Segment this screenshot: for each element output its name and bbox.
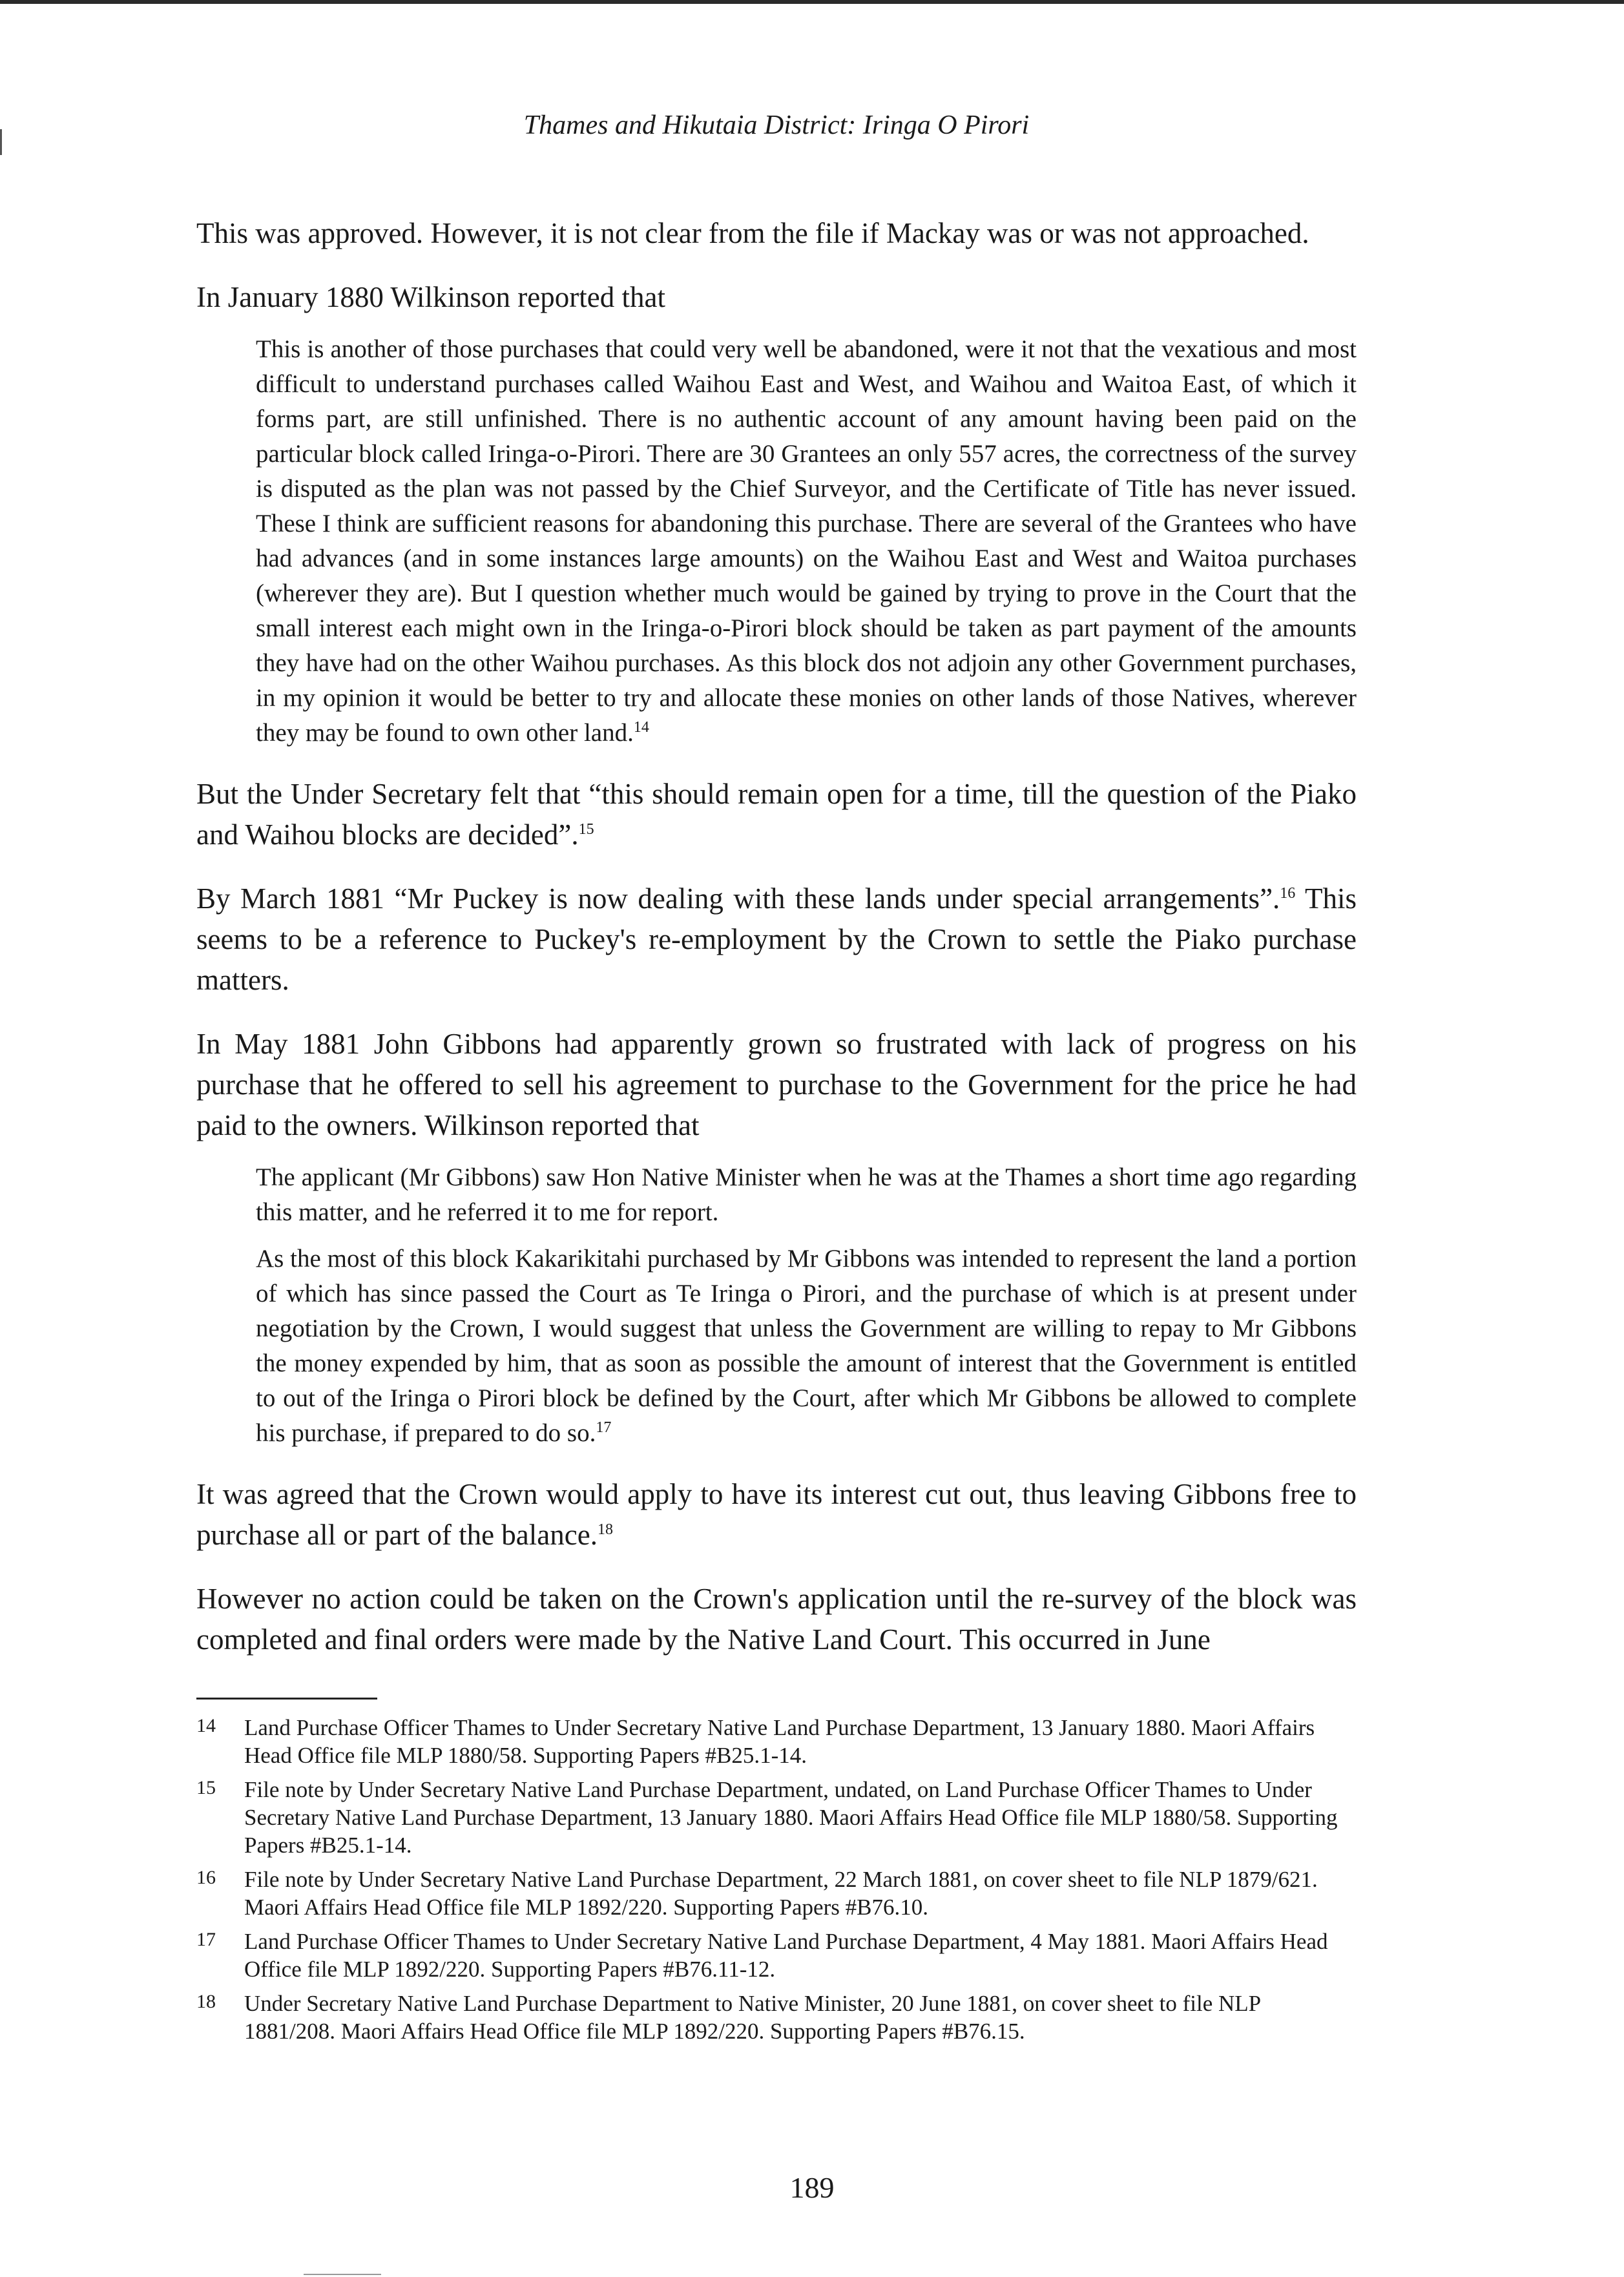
running-head: Thames and Hikutaia District: Iringa O Pirori <box>523 110 1030 140</box>
footnote-number: 14 <box>196 1715 216 1736</box>
footnote-item <box>196 1990 1357 2045</box>
footnote-item <box>196 1776 1357 1859</box>
block-quote-2 <box>256 1160 1357 1451</box>
paragraph-4-text-a: By March 1881 “Mr Puckey is now dealing with these lands under special arrangements”. <box>196 882 1280 915</box>
quote-2-paragraph-a: The applicant (Mr Gibbons) saw Hon Native Minister when he was at the Thames a short time ago regarding this matter, and he referred it to me for report. <box>256 1163 1357 1226</box>
paragraph-3 <box>196 774 1357 855</box>
quote-2-text-b: As the most of this block Kakarikitahi purchased by Mr Gibbons was intended to represent the land a portion of which has since passed the Court as Te Iringa o Pirori, and the purchase of which is at present under negotiation by the Crown, I would suggest that unless the Government are willing to repay to Mr Gibbons the money expended by him, that as soon as possible the amount of interest that the Government is entitled to out of the Iringa o Pirori block be defined by the Court, after which Mr Gibbons be allowed to complete his purchase, if prepared to do so. <box>256 1245 1357 1447</box>
paragraph-6 <box>196 1474 1357 1555</box>
top-border-rule <box>0 0 1624 4</box>
paragraph-3-text: But the Under Secretary felt that “this should remain open for a time, till the question of the Piako and Waihou blocks are decided”. <box>196 778 1357 851</box>
footnote-ref-18[interactable]: 18 <box>597 1521 613 1538</box>
footnote-number: 16 <box>196 1867 216 1888</box>
paragraph-6-text: It was agreed that the Crown would apply to have its interest cut out, thus leaving Gibbons free to purchase all or part of the balance. <box>196 1478 1357 1551</box>
footnote-text: File note by Under Secretary Native Land Purchase Department, undated, on Land Purchase Officer Thames to Under Secretary Native Land Purchase Department, 13 January 1880. Maori Affairs Head Office file MLP 1880/58. Supporting Papers #B25.1-14. <box>244 1777 1338 1858</box>
footnote-ref-15[interactable]: 15 <box>578 821 594 838</box>
footnote-text: Land Purchase Officer Thames to Under Secretary Native Land Purchase Department, 4 May 1881. Maori Affairs Head Office file MLP 1892/220. Supporting Papers #B76.11-12. <box>244 1929 1328 1982</box>
footnote-ref-16[interactable]: 16 <box>1280 885 1296 902</box>
scan-bottom-mark <box>304 2274 381 2275</box>
footnote-text: Land Purchase Officer Thames to Under Secretary Native Land Purchase Department, 13 January 1880. Maori Affairs Head Office file MLP 1880/58. Supporting Papers #B25.1-14. <box>244 1715 1315 1768</box>
document-page <box>196 110 1357 2052</box>
paragraph-7: However no action could be taken on the Crown's application until the re-survey of the block was completed and final orders were made by the Native Land Court. This occurred in June <box>196 1583 1357 1656</box>
paragraph-2: In January 1880 Wilkinson reported that <box>196 281 665 313</box>
footnote-number: 17 <box>196 1929 216 1950</box>
quote-2-paragraph-b <box>256 1242 1357 1451</box>
footnote-text: File note by Under Secretary Native Land Purchase Department, 22 March 1881, on cover sheet to file NLP 1879/621. Maori Affairs Head Office file MLP 1892/220. Supporting Papers #B76.10. <box>244 1867 1318 1920</box>
footnote-text: Under Secretary Native Land Purchase Department to Native Minister, 20 June 1881, on cover sheet to file NLP 1881/208. Maori Affairs Head Office file MLP 1892/220. Supporting Papers #B76.15. <box>244 1991 1260 2044</box>
quote-1-paragraph <box>256 332 1357 751</box>
paragraph-1: This was approved. However, it is not clear from the file if Mackay was or was not approached. <box>196 217 1309 249</box>
page-number: 189 <box>789 2171 835 2204</box>
paragraph-5: In May 1881 John Gibbons had apparently grown so frustrated with lack of progress on his purchase that he offered to sell his agreement to purchase to the Government for the price he had paid to the owners. Wilkinson reported that <box>196 1028 1357 1141</box>
paragraph-4-text-b: This seems to be a reference to Puckey's re-employment by the Crown to settle the Piako purchase matters. <box>196 882 1357 996</box>
footnotes-section <box>196 1714 1357 2045</box>
scan-edge-mark <box>0 129 2 155</box>
footnote-separator <box>196 1698 377 1700</box>
footnote-item <box>196 1928 1357 1983</box>
footnote-item <box>196 1866 1357 1921</box>
footnote-ref-14[interactable]: 14 <box>633 719 649 736</box>
paragraph-4 <box>196 879 1357 1001</box>
footnote-number: 15 <box>196 1777 216 1798</box>
quote-1-text: This is another of those purchases that could very well be abandoned, were it not that the vexatious and most difficult to understand purchases called Waihou East and West, and Waihou and Waitoa East, of which it forms part, are still unfinished. There is no authentic account of any amount having been paid on the particular block called Iringa-o-Pirori. There are 30 Grantees an only 557 acres, the correctness of the survey is disputed as the plan was not passed by the Chief Surveyor, and the Certificate of Title has never issued. These I think are sufficient reasons for abandoning this purchase. There are several of the Grantees who have had advances (and in some instances large amounts) on the Waihou East and West and Waitoa purchases (wherever they are). But I question whether much would be gained by trying to prove in the Court that the small interest each might own in the Iringa-o-Pirori block should be taken as part payment of the amounts they have had on the other Waihou purchases. As this block dos not adjoin any other Government purchases, in my opinion it would be better to try and allocate these monies on other lands of those Natives, wherever they may be found to own other land. <box>256 335 1357 747</box>
footnote-ref-17[interactable]: 17 <box>596 1419 612 1436</box>
block-quote-1 <box>256 332 1357 751</box>
footnote-item <box>196 1714 1357 1769</box>
footnote-number: 18 <box>196 1991 216 2012</box>
